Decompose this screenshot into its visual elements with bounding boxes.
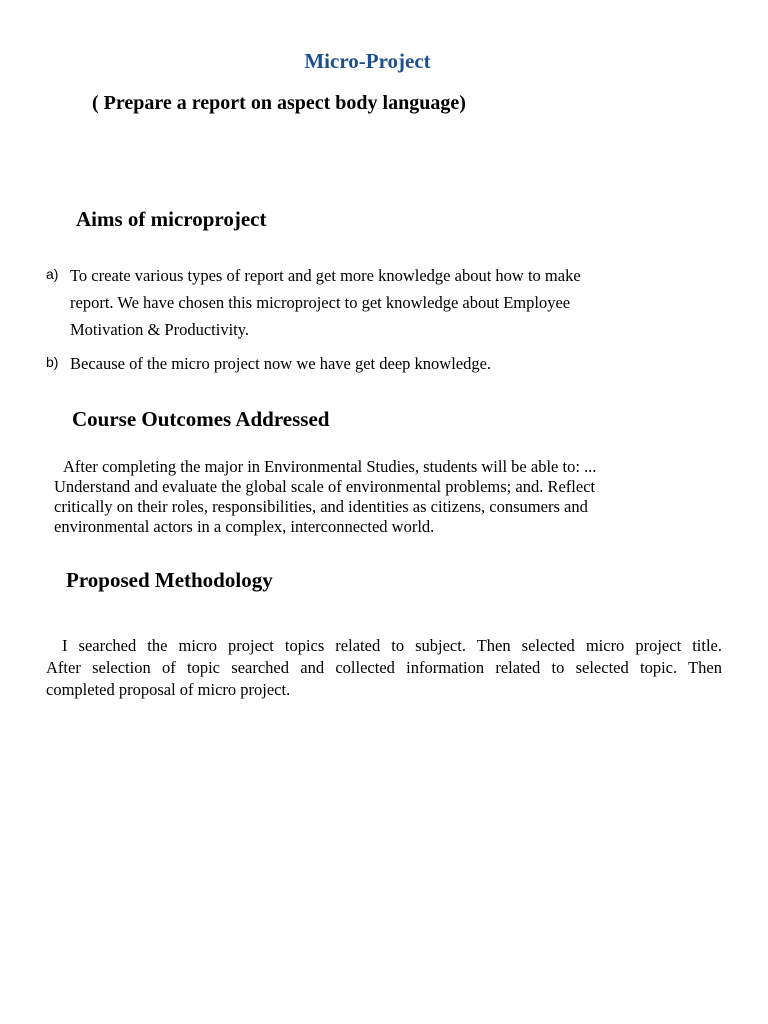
methodology-line: After selection of topic searched and collected information related to selected topic. Then: [46, 658, 722, 677]
document-subtitle: ( Prepare a report on aspect body language): [92, 92, 466, 114]
methodology-line: completed proposal of micro project.: [46, 680, 291, 699]
methodology-heading: Proposed Methodology: [66, 568, 273, 592]
list-marker: b): [46, 354, 59, 370]
aim-list-item-a: [46, 262, 646, 346]
outcomes-paragraph: [54, 457, 694, 537]
list-marker: a): [46, 266, 59, 282]
aim-text: [70, 262, 650, 343]
aims-heading: Aims of microproject: [76, 207, 267, 231]
outcomes-line: After completing the major in Environmental Studies, students will be able to: ...: [63, 457, 597, 476]
outcomes-line: environmental actors in a complex, interconnected world.: [54, 517, 435, 536]
outcomes-line: Understand and evaluate the global scale of environmental problems; and. Reflect: [54, 477, 596, 496]
aim-text-line: report. We have chosen this microproject to get knowledge about Employee: [70, 293, 571, 312]
aim-list-item-b: [46, 350, 646, 378]
aim-text: [70, 350, 650, 377]
methodology-line: I searched the micro project topics related to subject. Then selected micro project title.: [62, 636, 722, 655]
aim-text-line: To create various types of report and get more knowledge about how to make: [70, 266, 581, 285]
methodology-paragraph: [46, 635, 722, 701]
document-title: Micro-Project: [304, 49, 431, 73]
outcomes-heading: Course Outcomes Addressed: [72, 407, 330, 431]
outcomes-line: critically on their roles, responsibilities, and identities as citizens, consumers and: [54, 497, 588, 516]
aim-text-line: Motivation & Productivity.: [70, 320, 250, 339]
aim-text-line: Because of the micro project now we have get deep knowledge.: [70, 354, 492, 373]
